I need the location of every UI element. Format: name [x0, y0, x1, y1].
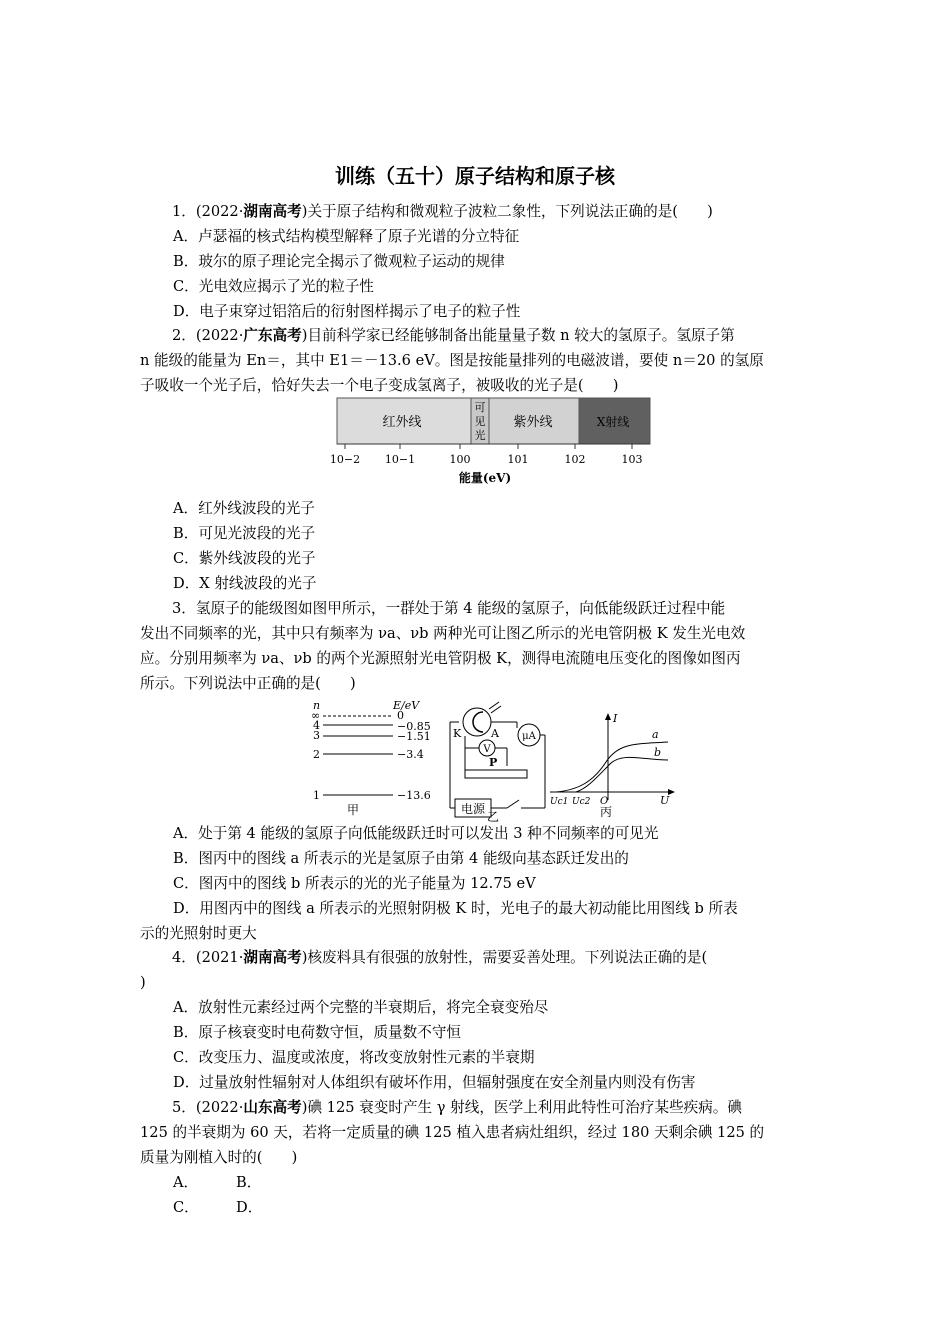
- q1-option-b: B．玻尔的原子理论完全揭示了微观粒子运动的规律: [173, 253, 505, 270]
- level-n: 3: [313, 729, 320, 742]
- curve-b-label: b: [654, 746, 662, 759]
- tick-label: 102: [564, 453, 586, 466]
- question-3-line-1: 3．氢原子的能级图如图甲所示，一群处于第 4 能级的氢原子，向低能级跃迁过程中能: [172, 600, 726, 617]
- figure-caption: 丙: [599, 805, 613, 819]
- tick-label: 101: [507, 453, 529, 466]
- voltage-axis-label: U: [660, 794, 670, 807]
- band-label-ultraviolet: 紫外线: [513, 415, 553, 430]
- level-n: 2: [313, 748, 320, 761]
- cathode-label: K: [453, 727, 462, 740]
- cutoff-voltage-1: Uc1: [550, 797, 569, 807]
- q2-option-c: C．紫外线波段的光子: [173, 550, 316, 567]
- question-2-line-3: 子吸收一个光子后，恰好失去一个电子变成氢离子，被吸收的光子是( ): [140, 377, 619, 394]
- slider-label: P: [489, 756, 498, 769]
- level-n: 4: [313, 719, 320, 732]
- question-3-line-3: 应。分别用频率为 νa、νb 的两个光源照射光电管阴极 K，测得电流随电压变化的图像如图丙: [140, 650, 741, 667]
- current-voltage-graph: [548, 712, 678, 822]
- q4-option-c: C．改变压力、温度或浓度，将改变放射性元素的半衰期: [173, 1049, 535, 1066]
- level-n: 1: [313, 789, 320, 802]
- question-3-line-2: 发出不同频率的光，其中只有频率为 νa、νb 两种光可让图乙所示的光电管阴极 K 发生光电效: [140, 625, 746, 642]
- band-label-visible-1: 可: [474, 401, 486, 414]
- q3-option-b: B．图丙中的图线 a 所表示的光是氢原子由第 4 能级向基态跃迁发出的: [173, 850, 629, 867]
- energy-level-diagram: [305, 697, 445, 819]
- level-e: 0: [397, 709, 404, 722]
- band-label-visible-2: 见: [474, 415, 486, 428]
- question-2-line-2: n 能级的能量为 En＝，其中 E1＝－13.6 eV。图是按能量排列的电磁波谱，要使 n＝20 的氢原: [140, 352, 764, 369]
- question-1-stem: 1．(2022·湖南高考)关于原子结构和微观粒子波粒二象性，下列说法正确的是( ): [172, 203, 713, 220]
- question-2-stem: 2．(2022·广东高考)目前科学家已经能够制备出能量量子数 n 较大的氢原子。氢原子第: [172, 327, 735, 344]
- current-axis-label: I: [613, 712, 618, 725]
- level-e: −3.4: [397, 748, 424, 761]
- curve-a: [556, 742, 668, 792]
- question-3-line-4: 所示。下列说法中正确的是( ): [140, 675, 356, 692]
- q1-option-d: D．电子束穿过铝箔后的衍射图样揭示了电子的粒子性: [173, 303, 521, 320]
- voltmeter-label: V: [483, 744, 491, 755]
- band-label-xray: X射线: [596, 415, 630, 429]
- q2-option-d: D．X 射线波段的光子: [173, 575, 317, 592]
- q2-option-a: A．红外线波段的光子: [173, 500, 315, 517]
- band-label-visible-3: 光: [474, 429, 486, 442]
- question-5-line-2: 125 的半衰期为 60 天，若将一定质量的碘 125 植入患者病灶组织，经过 180 天剩余碘 125 的: [140, 1124, 765, 1141]
- e-axis-label: E/eV: [393, 699, 420, 712]
- n-axis-label: n: [313, 699, 321, 712]
- page-title: 训练（五十）原子结构和原子核: [335, 164, 615, 188]
- tick-marks: [345, 444, 632, 449]
- q5-option-c: C．: [173, 1199, 199, 1216]
- band-label-infrared: 红外线: [382, 415, 422, 430]
- level-n: ∞: [311, 709, 321, 722]
- question-source: 山东高考: [243, 1099, 302, 1116]
- q5-option-b: B．: [236, 1174, 262, 1191]
- tick-label: 10−1: [384, 453, 416, 466]
- q3-option-d: D．用图丙中的图线 a 所表示的光照射阴极 K 时，光电子的最大初动能比用图线 b 所表: [173, 900, 738, 917]
- phototube: [463, 708, 491, 736]
- question-source: 湖南高考: [243, 949, 302, 966]
- tick-label: 103: [621, 453, 643, 466]
- question-source: 湖南高考: [243, 203, 302, 220]
- cutoff-voltage-2: Uc2: [572, 797, 591, 807]
- origin-label: O: [600, 796, 609, 807]
- figure-caption: 乙: [486, 810, 500, 822]
- curve-a-label: a: [652, 728, 659, 741]
- q5-option-a: A．: [173, 1174, 199, 1191]
- question-source: 广东高考: [243, 327, 302, 344]
- figure-caption: 甲: [346, 803, 360, 817]
- photocell-circuit-diagram: [445, 700, 550, 822]
- spectrum-figure: [330, 395, 660, 490]
- q4-option-b: B．原子核衰变时电荷数守恒，质量数不守恒: [173, 1024, 462, 1041]
- curve-b: [576, 757, 668, 792]
- question-5-stem: 5．(2022·山东高考)碘 125 衰变时产生 γ 射线，医学上利用此特性可治疗某些疾病。碘: [172, 1099, 743, 1116]
- q3-option-c: C．图丙中的图线 b 所表示的光的光子能量为 12.75 eV: [173, 875, 536, 892]
- question-4-stem-cont: ): [140, 974, 146, 991]
- axis-label-energy: 能量(eV): [458, 471, 512, 485]
- question-4-stem: 4．(2021·湖南高考)核废料具有很强的放射性，需要妥善处理。下列说法正确的是(: [172, 949, 708, 966]
- power-source-label: 电源: [460, 802, 486, 816]
- q3-option-d-cont: 示的光照射时更大: [140, 925, 257, 942]
- tick-label: 100: [449, 453, 471, 466]
- q1-option-a: A．卢瑟福的核式结构模型解释了原子光谱的分立特征: [173, 228, 520, 245]
- tick-label: 10−2: [330, 453, 361, 466]
- q1-option-c: C．光电效应揭示了光的粒子性: [173, 278, 374, 295]
- q4-option-a: A．放射性元素经过两个完整的半衰期后，将完全衰变殆尽: [173, 999, 549, 1016]
- level-e: −13.6: [397, 789, 431, 802]
- question-5-line-3: 质量为刚植入时的( ): [140, 1149, 298, 1166]
- level-e: −0.85: [397, 720, 431, 733]
- anode-label: A: [491, 727, 499, 740]
- q2-option-b: B．可见光波段的光子: [173, 525, 316, 542]
- q3-option-a: A．处于第 4 能级的氢原子向低能级跃迁时可以发出 3 种不同频率的可见光: [173, 825, 659, 842]
- q4-option-d: D．过量放射性辐射对人体组织有破坏作用，但辐射强度在安全剂量内则没有伤害: [173, 1074, 696, 1091]
- level-e: −1.51: [397, 730, 431, 743]
- microammeter-label: μA: [522, 731, 536, 742]
- q5-option-d: D．: [236, 1199, 263, 1216]
- rheostat: [465, 770, 527, 778]
